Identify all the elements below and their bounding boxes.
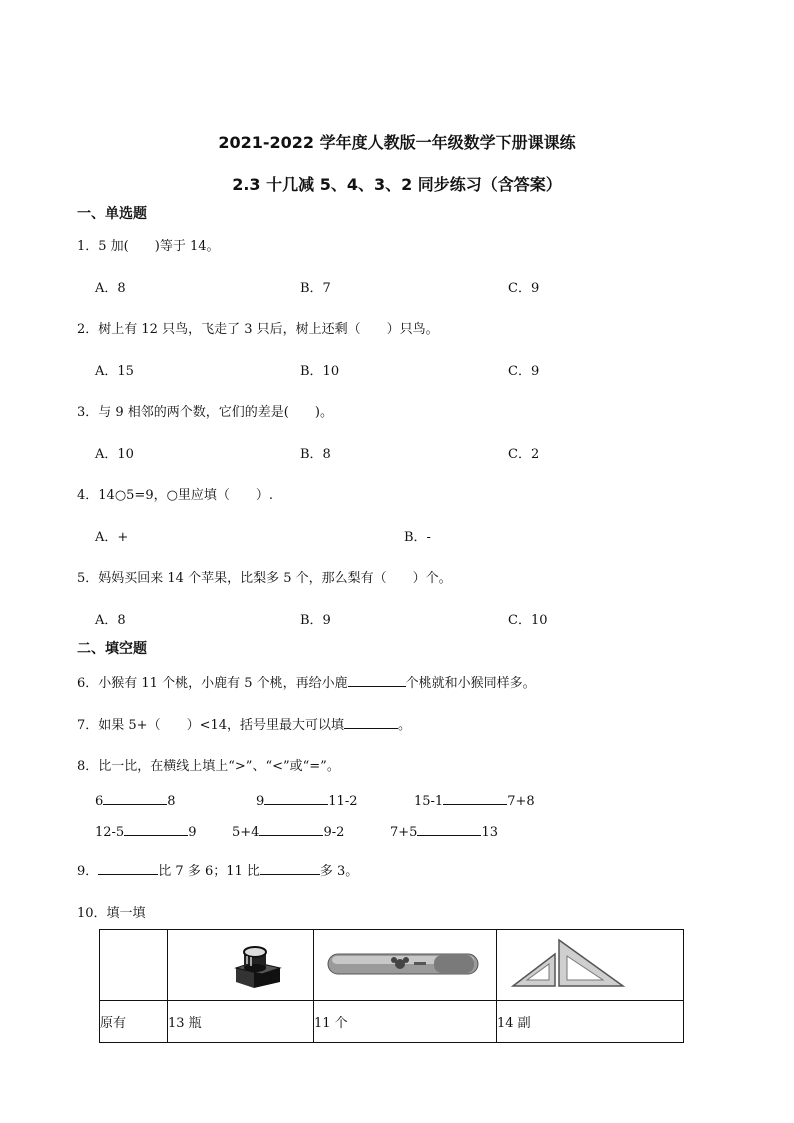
q8-compare-blank[interactable]	[103, 792, 167, 805]
question-6	[77, 672, 536, 691]
q2-option-b: B．10	[300, 364, 340, 379]
q1-option-c: C．9	[508, 281, 540, 296]
q8-item-right: 13	[481, 825, 498, 840]
question-4: 4．14○5=9，○里应填（ ）.	[77, 488, 274, 503]
q7-text-after: 。	[398, 718, 412, 733]
section-fill-blank: 二、填空题	[77, 641, 147, 657]
q6-text-before: 6．小猴有 11 个桃，小鹿有 5 个桃，再给小鹿	[77, 676, 348, 691]
q8-item-right: 9-2	[323, 825, 345, 840]
q3-option-a: A．10	[95, 447, 134, 462]
q8-item-5	[232, 823, 344, 840]
question-1: 1．5 加( )等于 14。	[77, 239, 220, 254]
q8-item-left: 15-1	[414, 794, 444, 809]
q6-answer-blank[interactable]	[348, 674, 406, 687]
q7-answer-blank[interactable]	[344, 716, 398, 729]
table-cell-ink: 13 瓶	[168, 1001, 314, 1043]
table-cell-pencil-case: 11 个	[314, 1001, 497, 1043]
ink-bottle-icon	[168, 930, 313, 996]
document-subtitle: 2.3 十几减 5、4、3、2 同步练习（含答案）	[232, 175, 562, 194]
question-9	[77, 860, 358, 879]
q1-option-a: A．8	[95, 281, 126, 296]
q8-item-4	[95, 823, 197, 840]
table-row-label: 原有	[100, 1001, 168, 1043]
q8-item-right: 7+8	[507, 794, 535, 809]
q2-option-a: A．15	[95, 364, 134, 379]
q9-text-after: 多 3。	[319, 864, 359, 879]
q9-blank-1[interactable]	[98, 862, 158, 875]
q3-option-c: C．2	[508, 447, 540, 462]
q8-item-left: 12-5	[95, 825, 125, 840]
q8-compare-blank[interactable]	[259, 823, 323, 836]
q8-item-left: 6	[95, 794, 104, 809]
q9-blank-2[interactable]	[260, 862, 320, 875]
q9-number: 9．	[77, 864, 99, 879]
q3-option-b: B．8	[300, 447, 331, 462]
q1-option-b: B．7	[300, 281, 331, 296]
q8-item-right: 9	[188, 825, 197, 840]
table-image-cell	[314, 930, 497, 1001]
table-row	[100, 1001, 684, 1043]
question-10: 10．填一填	[77, 906, 146, 921]
fill-in-table	[99, 929, 684, 1043]
q8-compare-blank[interactable]	[124, 823, 188, 836]
q2-option-c: C．9	[508, 364, 540, 379]
q8-item-6	[390, 823, 498, 840]
q8-item-right: 8	[167, 794, 176, 809]
q6-text-after: 个桃就和小猴同样多。	[405, 676, 536, 691]
pencil-case-icon	[314, 930, 496, 996]
question-2: 2．树上有 12 只鸟，飞走了 3 只后，树上还剩（ ）只鸟。	[77, 322, 439, 337]
q5-option-a: A．8	[95, 613, 126, 628]
q8-item-3	[414, 792, 535, 809]
q4-option-b: B．-	[404, 530, 431, 545]
table-cell-set-square: 14 副	[497, 1001, 684, 1043]
q8-item-right: 11-2	[328, 794, 358, 809]
q8-item-1	[95, 792, 176, 809]
question-5: 5．妈妈买回来 14 个苹果，比梨多 5 个，那么梨有（ ）个。	[77, 571, 452, 586]
q8-item-2	[256, 792, 358, 809]
set-square-icon	[497, 930, 683, 996]
q4-option-a: A．+	[95, 530, 129, 545]
section-single-choice: 一、单选题	[77, 206, 147, 222]
question-7	[77, 714, 411, 733]
table-image-row	[100, 930, 684, 1001]
q8-compare-blank[interactable]	[417, 823, 481, 836]
question-8: 8．比一比，在横线上填上“>”、“<”或“=”。	[77, 759, 340, 774]
table-corner-cell	[100, 930, 168, 1001]
q8-item-left: 7+5	[390, 825, 418, 840]
document-title: 2021-2022 学年度人教版一年级数学下册课课练	[218, 133, 576, 152]
q5-option-b: B．9	[300, 613, 331, 628]
q8-item-left: 9	[256, 794, 265, 809]
q7-text-before: 7．如果 5+（ ）<14，括号里最大可以填	[77, 718, 345, 733]
q9-text-middle: 比 7 多 6；11 比	[158, 864, 260, 879]
q8-compare-blank[interactable]	[264, 792, 328, 805]
q5-option-c: C．10	[508, 613, 548, 628]
table-image-cell	[497, 930, 684, 1001]
q8-compare-blank[interactable]	[443, 792, 507, 805]
question-3: 3．与 9 相邻的两个数，它们的差是( )。	[77, 405, 333, 420]
table-image-cell	[168, 930, 314, 1001]
q8-item-left: 5+4	[232, 825, 260, 840]
